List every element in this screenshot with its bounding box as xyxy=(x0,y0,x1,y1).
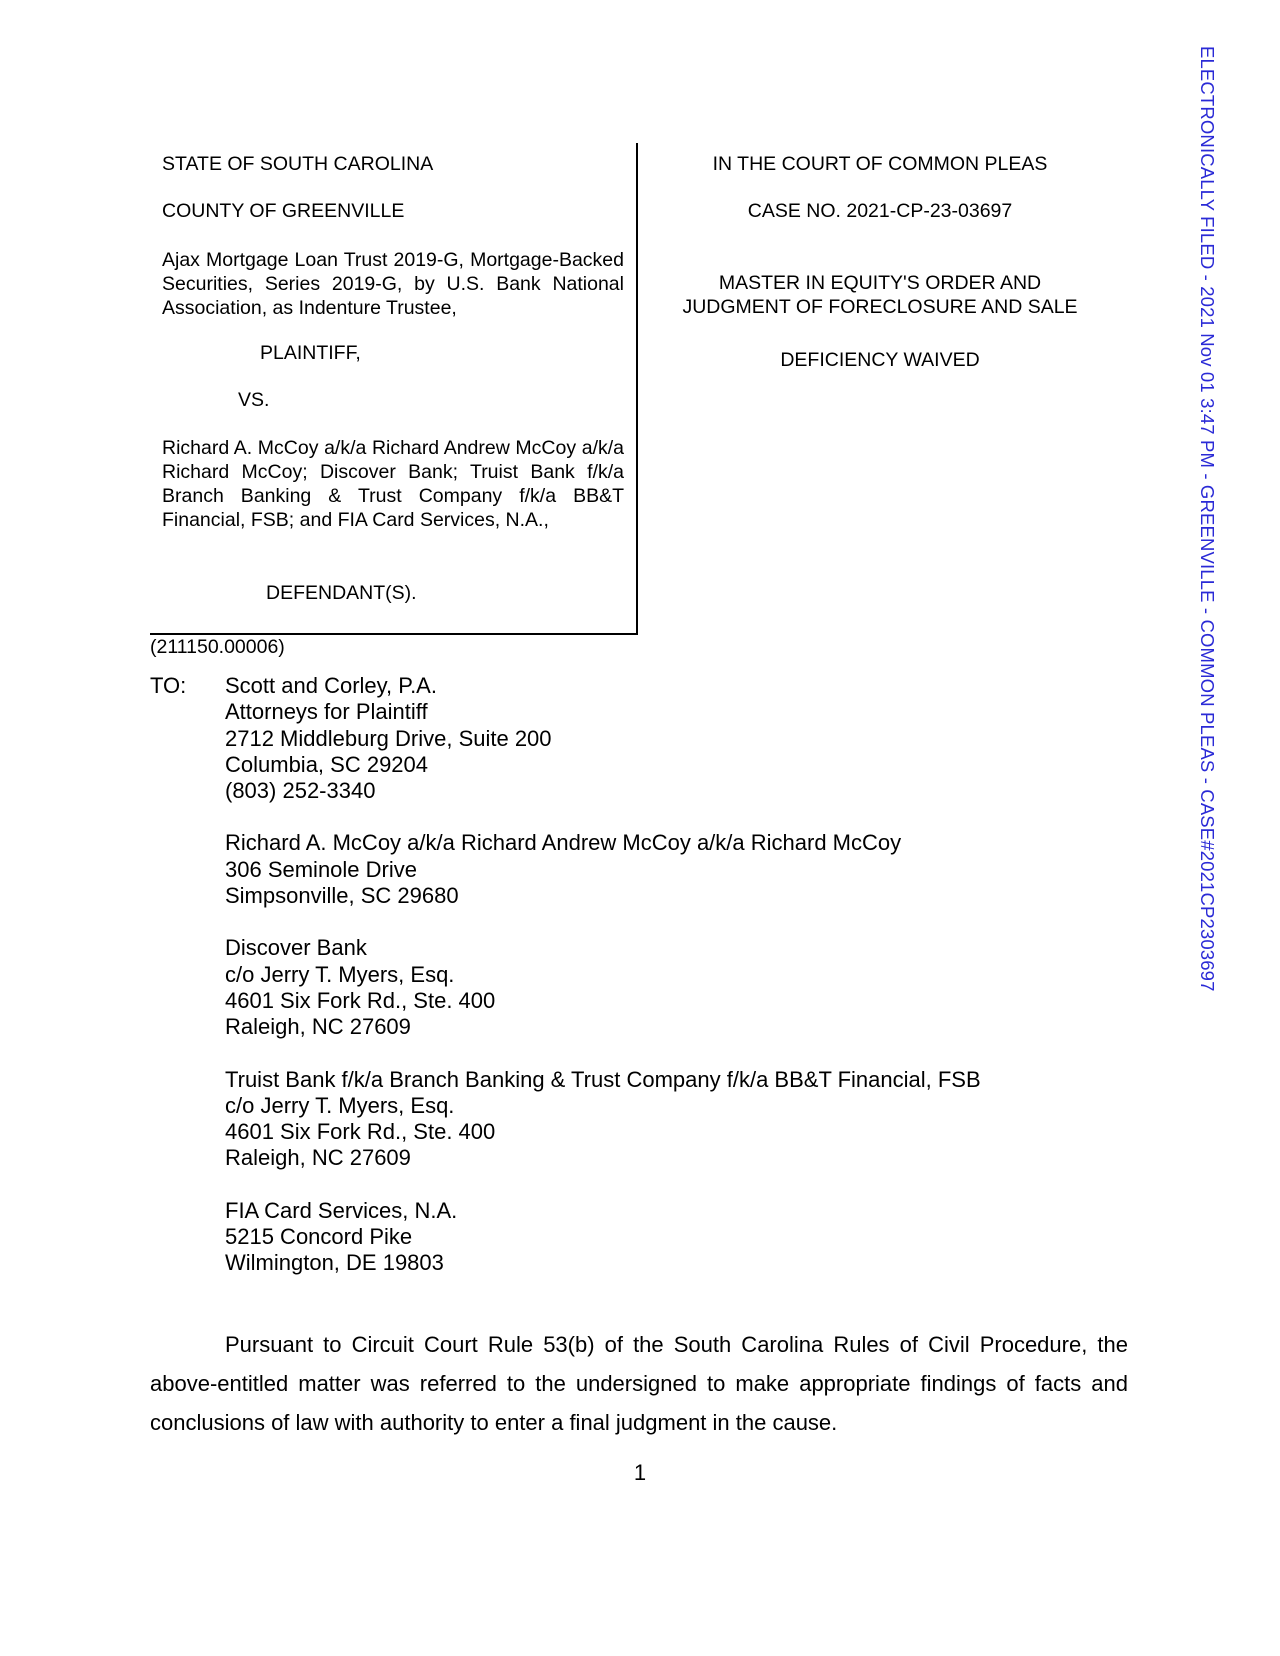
case-number: CASE NO. 2021-CP-23-03697 xyxy=(747,200,1013,222)
recipient-line: Wilmington, DE 19803 xyxy=(225,1250,444,1276)
plaintiff-name: Ajax Mortgage Loan Trust 2019-G, Mortgage-Backed Securities, Series 2019-G, by U.S. Bank National Association, as Indenture Trustee, xyxy=(162,249,624,319)
recipient-block xyxy=(225,830,1125,909)
recipient-block xyxy=(225,1067,1125,1172)
order-title xyxy=(640,271,1120,319)
defendants-role: DEFENDANT(S). xyxy=(266,582,417,604)
recipient-block xyxy=(225,1198,1125,1277)
recipient-line: (803) 252-3340 xyxy=(225,778,376,804)
recipient-line: 5215 Concord Pike xyxy=(225,1224,413,1250)
recipient-line: 4601 Six Fork Rd., Ste. 400 xyxy=(225,1119,496,1145)
state-heading: STATE OF SOUTH CAROLINA xyxy=(162,153,434,175)
plaintiff-role: PLAINTIFF, xyxy=(260,342,361,364)
recipients-list xyxy=(225,673,1125,1303)
recipient-line: 4601 Six Fork Rd., Ste. 400 xyxy=(225,987,496,1013)
order-title-line1: MASTER IN EQUITY'S ORDER AND xyxy=(718,272,1042,294)
electronic-filing-stamp: ELECTRONICALLY FILED - 2021 Nov 01 3:47 PM - GREENVILLE - COMMON PLEAS - CASE#2021CP2303697 xyxy=(1197,46,1218,992)
body-paragraph: Pursuant to Circuit Court Rule 53(b) of the South Carolina Rules of Civil Procedure, the above-entitled matter was referred to the undersigned to make appropriate findings of facts and conclusions of law with authority to enter a final judgment in the cause. xyxy=(150,1332,1128,1435)
file-reference: (211150.00006) xyxy=(150,636,285,658)
defendants-names: Richard A. McCoy a/k/a Richard Andrew McCoy a/k/a Richard McCoy; Discover Bank; Truist Bank f/k/a Branch Banking & Trust Company f/k/a BB&T Financial, FSB; and FIA Card Services, N.A., xyxy=(162,437,624,531)
recipient-block xyxy=(225,673,1125,804)
recipient-line: Simpsonville, SC 29680 xyxy=(225,883,459,909)
recipient-line: Raleigh, NC 27609 xyxy=(225,1145,411,1171)
recipient-line: 2712 Middleburg Drive, Suite 200 xyxy=(225,725,552,751)
deficiency-status: DEFICIENCY WAIVED xyxy=(780,349,980,371)
versus-label: VS. xyxy=(238,389,270,411)
recipient-line: c/o Jerry T. Myers, Esq. xyxy=(225,961,455,987)
recipient-line: Scott and Corley, P.A. xyxy=(225,673,437,698)
to-label: TO: xyxy=(150,673,187,698)
recipient-line: c/o Jerry T. Myers, Esq. xyxy=(225,1092,455,1118)
recipient-line: FIA Card Services, N.A. xyxy=(225,1197,458,1223)
recipient-line: 306 Seminole Drive xyxy=(225,856,417,882)
county-heading: COUNTY OF GREENVILLE xyxy=(162,200,405,222)
recipient-line: Attorneys for Plaintiff xyxy=(225,699,428,725)
court-name: IN THE COURT OF COMMON PLEAS xyxy=(712,153,1048,175)
page-number: 1 xyxy=(633,1460,647,1485)
recipient-line: Truist Bank f/k/a Branch Banking & Trust Company f/k/a BB&T Financial, FSB xyxy=(225,1066,981,1092)
recipient-line: Columbia, SC 29204 xyxy=(225,751,429,777)
recipient-block xyxy=(225,935,1125,1040)
case-caption-parties xyxy=(150,143,638,635)
recipient-line: Richard A. McCoy a/k/a Richard Andrew McCoy a/k/a Richard McCoy xyxy=(225,830,902,856)
order-title-line2: JUDGMENT OF FORECLOSURE AND SALE xyxy=(682,296,1078,318)
recipient-line: Raleigh, NC 27609 xyxy=(225,1014,411,1040)
recipient-line: Discover Bank xyxy=(225,935,367,961)
